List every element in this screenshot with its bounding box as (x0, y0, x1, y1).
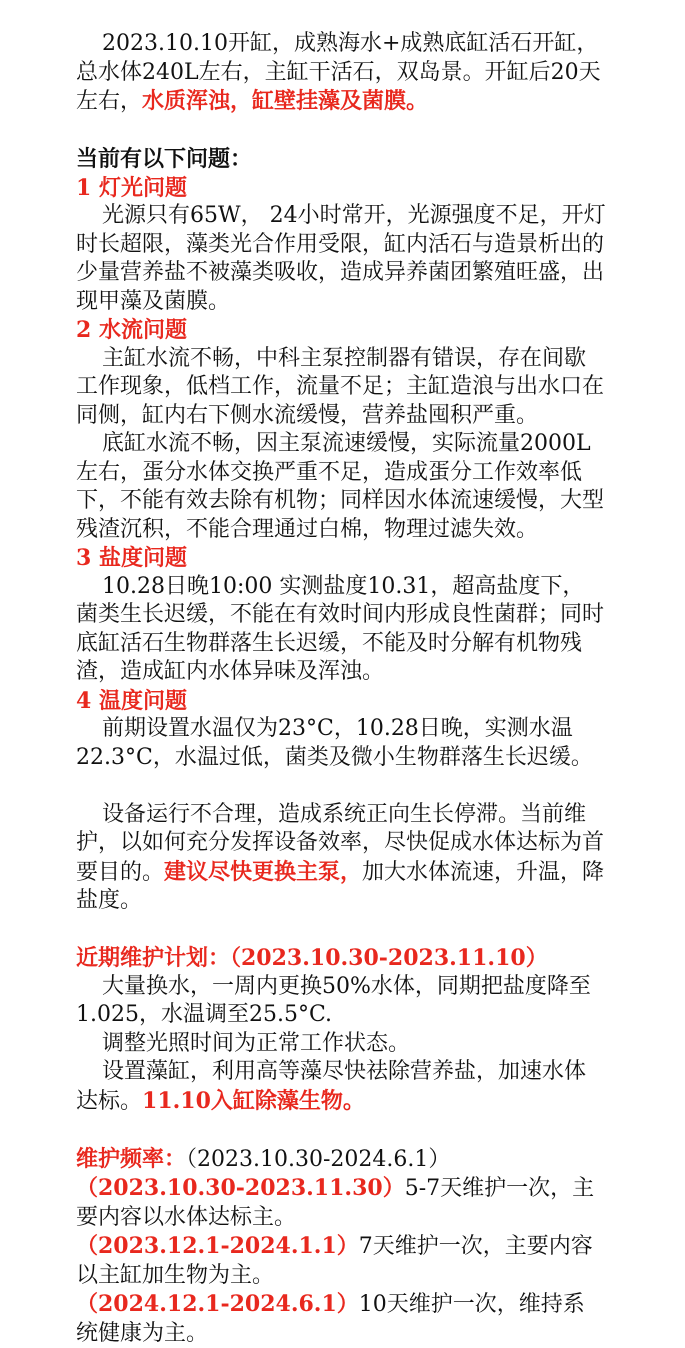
issue-4-body: 前期设置水温仅为23°C，10.28日晚，实测水温22.3°C，水温过低，菌类及微小生物群落生长迟缓。 (76, 716, 593, 770)
freq-item-period: （2023.10.30-2023.11.30） (76, 1175, 405, 1201)
issue-1-body: 光源只有65W， 24小时常开，光源强度不足，开灯时长超限，藻类光合作用受限，缸内活石与造景析出的少量营养盐不被藻类吸收，造成异养菌团繁殖旺盛，出现甲藻及菌膜。 (76, 203, 606, 314)
plan-item-3 (76, 1058, 606, 1116)
issue-2-title: 2 水流问题 (76, 317, 187, 343)
spacer (76, 772, 606, 801)
plan-item-3-highlight: 11.10入缸除藻生物。 (142, 1087, 365, 1114)
issues-heading: 当前有以下问题： (76, 146, 253, 172)
issue-2-body-1: 主缸水流不畅，中科主泵控制器有错误，存在间歇工作现象，低档工作，流量不足；主缸造浪与出水口在同侧，缸内右下侧水流缓慢，营养盐囤积严重。 (76, 345, 605, 428)
issue-4-title: 4 温度问题 (76, 687, 187, 714)
intro-highlight: 水质浑浊，缸壁挂藻及菌膜。 (142, 88, 429, 114)
summary-text: 设备运行不合理，造成系统正向生长停滞。当前维护，以如何充分发挥设备效率，尽快促成水体达标为首要目的。 (76, 801, 605, 885)
document-body (76, 30, 606, 1348)
spacer (76, 916, 606, 945)
summary-highlight: 建议尽快更换主泵， (164, 858, 363, 885)
issue-3-title: 3 盐度问题 (76, 545, 187, 571)
spacer (76, 1116, 606, 1145)
intro-text: 2023.10.10开缸，成熟海水+成熟底缸活石开缸，总水体240L左右，主缸干活石，双岛景。开缸后20天左右， (76, 31, 601, 114)
freq-item (76, 1232, 606, 1290)
freq-range: （2023.10.30-2024.6.1） (186, 1146, 451, 1172)
plan-item-2: 调整光照时间为正常工作状态。 (102, 1030, 411, 1056)
freq-item-text: 5-7天维护一次，主要内容以水体达标主。 (76, 1176, 595, 1230)
freq-heading (76, 1145, 606, 1175)
issue-1-title: 1 灯光问题 (76, 174, 187, 201)
freq-item-text: 10天维护一次，维持系统健康为主。 (76, 1292, 585, 1346)
plan-item-1: 大量换水，一周内更换50%水体，同期把盐度降至1.025，水温调至25.5°C. (76, 973, 591, 1027)
freq-item-text: 7天维护一次，主要内容以主缸加生物为主。 (76, 1234, 593, 1288)
spacer (76, 117, 606, 146)
issue-2-body-2: 底缸水流不畅，因主泵流速缓慢，实际流量2000L左右，蛋分水体交换严重不足，造成蛋分工作效率低下，不能有效去除有机物；同样因水体流速缓慢，大型残渣沉积，不能合理通过白棉，物理过滤失效。 (76, 431, 605, 542)
summary-tail: 加大水体流速，升温，降盐度。 (76, 859, 605, 913)
freq-item-period: （2024.12.1-2024.6.1） (76, 1291, 359, 1317)
issue-3-body: 10.28日晚10:00 实测盐度10.31，超高盐度下，菌类生长迟缓，不能在有效时间内形成良性菌群；同时底缸活石生物群落生长迟缓，不能及时分解有机物残渣，造成缸内水体异味及浑浊。 (76, 573, 605, 684)
summary-paragraph (76, 801, 606, 916)
plan-title: 近期维护计划：（2023.10.30-2023.11.10） (76, 945, 548, 971)
freq-item (76, 1174, 606, 1232)
freq-title: 维护频率： (76, 1145, 187, 1172)
freq-item-period: （2023.12.1-2024.1.1） (76, 1233, 359, 1259)
intro-paragraph (76, 30, 606, 117)
freq-item (76, 1290, 606, 1348)
plan-item-3-text: 设置藻缸，利用高等藻尽快祛除营养盐，加速水体达标。 (76, 1059, 587, 1114)
